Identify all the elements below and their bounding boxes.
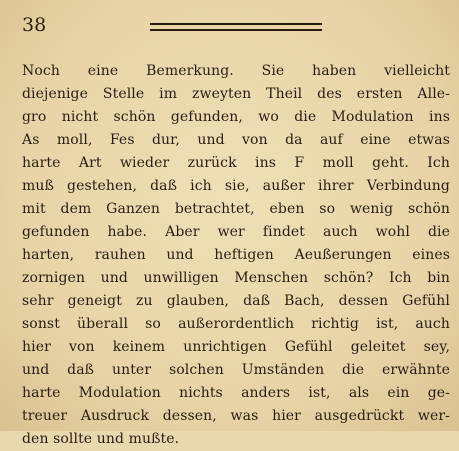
text-line: Noch eine Bemerkung. Sie haben vielleicht — [22, 63, 450, 79]
header-rule-bottom — [150, 29, 322, 31]
text-line: sonst überall so außerordentlich richtig ist, auch — [22, 316, 450, 332]
text-line: harte Modulation nichts anders ist, als ein ge- — [22, 385, 450, 401]
text-line: treuer Ausdruck dessen, was hier ausgedrückt wer- — [22, 408, 450, 424]
text-line: den sollte und mußte. — [22, 431, 180, 447]
text-line: hier von keinem unrichtigen Gefühl geleitet sey, — [22, 339, 450, 355]
text-line: sehr geneigt zu glauben, daß Bach, dessen Gefühl — [22, 293, 450, 309]
text-line: und daß unter solchen Umständen die erwähnte — [22, 362, 450, 378]
text-line: zornigen und unwilligen Menschen schön? Ich bin — [22, 270, 450, 286]
text-line: gro nicht schön gefunden, wo die Modulation ins — [22, 109, 450, 125]
body-text — [22, 60, 450, 451]
text-line: diejenige Stelle im zweyten Theil des ersten Alle- — [22, 86, 450, 102]
text-line: harte Art wieder zurück ins F moll geht. Ich — [22, 155, 450, 171]
text-line: gefunden habe. Aber wer findet auch wohl die — [22, 224, 450, 240]
text-line: As moll, Fes dur, und von da auf eine etwas — [22, 132, 450, 148]
text-line: muß gestehen, daß ich sie, außer ihrer Verbindung — [22, 178, 450, 194]
header-rule-top — [150, 23, 322, 25]
text-line: mit dem Ganzen betrachtet, eben so wenig schön — [22, 201, 450, 217]
text-line: harten, rauhen und heftigen Aeußerungen eines — [22, 247, 450, 263]
page-number: 38 — [22, 14, 47, 36]
